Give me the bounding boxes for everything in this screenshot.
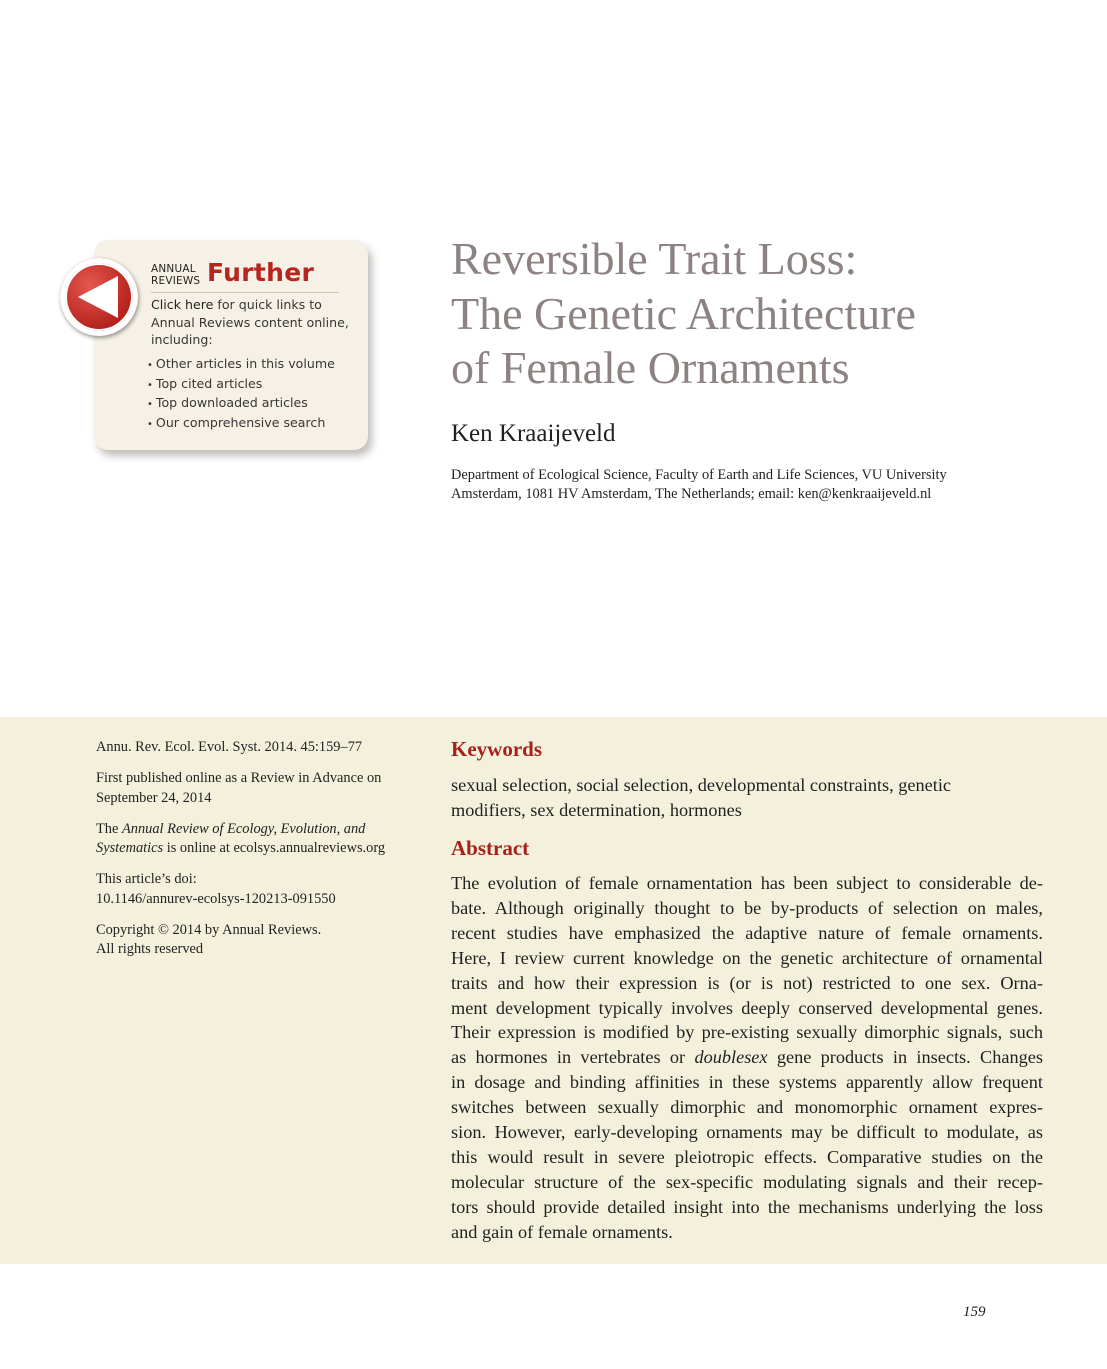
author-name: Ken Kraaijeveld [451, 420, 616, 447]
further-divider [151, 292, 339, 293]
further-word: Further [207, 258, 315, 287]
article-meta [96, 738, 416, 972]
further-intro: Click here for quick links to Annual Reviews content online, including: [151, 297, 349, 347]
article-title: Reversible Trait Loss: The Genetic Architecture of Female Ornaments [451, 233, 916, 393]
citation: Annu. Rev. Ecol. Evol. Syst. 2014. 45:159–77 [96, 739, 363, 755]
link-comprehensive-search[interactable]: • Our comprehensive search [147, 414, 335, 434]
click-here-link[interactable]: Click here [151, 297, 214, 312]
link-other-articles[interactable]: • Other articles in this volume [147, 355, 335, 375]
abstract-heading: Abstract [451, 836, 530, 860]
further-links [147, 355, 335, 433]
author-affiliation: Department of Ecological Science, Faculty of Earth and Life Sciences, VU University Amsterdam, 1081 HV Amsterdam, The Netherlands; email: ken@kenkraaijeveld.nl [451, 467, 947, 502]
page-number: 159 [963, 1304, 986, 1320]
keywords-list: sexual selection, social selection, developmental constraints, genetic modifiers, sex determination, hormones [451, 775, 952, 820]
further-heading [151, 258, 341, 292]
abstract-body: The evolution of female ornamentation has been subject to considerable de- bate. Although originally thought to be by-products of selection on males, recent studies have emphasized the adaptive nature of female ornaments. Here, I review current knowledge on the genetic architecture of ornamental traits and how their expression is (or is not) restricted to one sex. Orna- ment development typically involves deeply conserved developmental genes. Their expression is modified by pre-existing sexually dimorphic signals, such as hormones in vertebrates or doublesex gene products in insects. Changes in dosage and binding affinities in these systems apparently allow frequent switches between sexually dimorphic and monomorphic ornament expres- sion. However, early-developing ornaments may be difficult to modulate, as this would result in severe pleiotropic effects. Comparative studies on the molecular structure of the sex-specific modulating signals and their recep- tors should provide detailed insight into the mechanisms underlying the loss and gain of female ornaments. [451, 873, 1043, 1242]
keywords-heading: Keywords [451, 737, 542, 761]
doi: This article’s doi: 10.1146/annurev-ecolsys-120213-091550 [96, 871, 336, 907]
journal-online: The Annual Review of Ecology, Evolution, and Systematics is online at ecolsys.annualreviews.org [96, 820, 386, 857]
doi-link[interactable]: 10.1146/annurev-ecolsys-120213-091550 [96, 890, 336, 907]
triangle-icon [74, 274, 124, 320]
annual-reviews-logo: ANNUAL REVIEWS [151, 263, 201, 287]
publication-date: First published online as a Review in Advance on September 24, 2014 [96, 770, 382, 806]
link-top-cited[interactable]: • Top cited articles [147, 375, 335, 395]
copyright: Copyright © 2014 by Annual Reviews. All rights reserved [96, 922, 322, 958]
back-arrow-icon[interactable] [60, 258, 138, 336]
link-top-downloaded[interactable]: • Top downloaded articles [147, 394, 335, 414]
